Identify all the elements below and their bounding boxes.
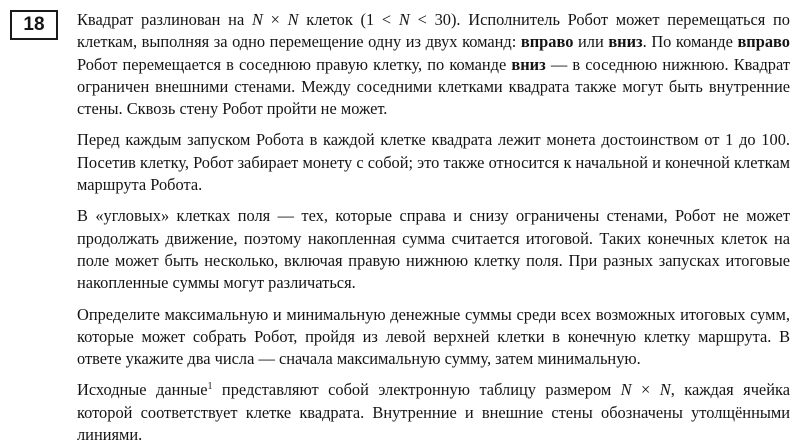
p1-text-7: — в соседнюю нижнюю. Квадрат ограничен внешними стенами. Между соседними клетками квадрата также могут быть внутренние стены. Сквозь стену Робот пройти не может. (77, 54, 790, 119)
variable-n: N (398, 10, 410, 29)
paragraph-3: В «угловых» клетках поля — тех, которые справа и снизу ограничены стенами, Робот не может продолжать движение, поэтому накопленная сумма считается итоговой. Таких конечных клеток на поле может быть несколько, включая правую нижнюю клетку поля. При разных запусках итоговые накопленные суммы могут различаться. (77, 206, 790, 293)
paragraph-4: Определите максимальную и минимальную денежные суммы среди всех возможных итоговых сумм, которые может собрать Робот, пройдя из левой верхней клетки в конечную клетку маршрута. В ответе укажите два числа — сначала максимальную сумму, затем минимальную. (77, 304, 790, 369)
times-sign: × (631, 380, 660, 400)
p1-text-5: . По команде (642, 32, 738, 52)
variable-n: N (620, 380, 632, 400)
variable-n: N (251, 10, 263, 29)
times-sign: × (262, 10, 288, 29)
command-down: вниз (608, 32, 643, 52)
p5-text-1: Исходные данные (77, 380, 208, 400)
task-number-box (10, 10, 58, 40)
p5-text-2: представляют собой электронную таблицу размером (212, 380, 621, 400)
p1-text-1: Квадрат разлинован на (77, 10, 252, 29)
command-right: вправо (737, 32, 790, 52)
p1-text-6: Робот перемещается в соседнюю правую клетку, по команде (77, 54, 512, 74)
command-down: вниз (511, 54, 546, 74)
p1-text-4: или (573, 32, 609, 52)
paragraph-5 (77, 379, 790, 446)
variable-n: N (659, 380, 671, 400)
footnote-marker: 1 (207, 381, 213, 393)
task-text (77, 9, 790, 446)
variable-n: N (287, 10, 299, 29)
p1-text-2: клеток (1 < (298, 10, 399, 29)
p1-text-3: < 30). Исполнитель Робот может перемещаться по клеткам, выполняя за одно перемещение одну из двух команд: (77, 10, 790, 52)
paragraph-2: Перед каждым запуском Робота в каждой клетке квадрата лежит монета достоинством от 1 до 100. Посетив клетку, Робот забирает монету с собой; это также относится к начальной и конечной клеткам маршрута Робота. (77, 130, 790, 195)
p5-text-3: , каждая ячейка которой соответствует клетке квадрата. Внутренние и внешние стены обозначены утолщёнными линиями. (77, 380, 790, 445)
paragraph-1 (77, 9, 790, 120)
task-number: 18 (23, 14, 45, 35)
command-right: вправо (520, 32, 574, 52)
